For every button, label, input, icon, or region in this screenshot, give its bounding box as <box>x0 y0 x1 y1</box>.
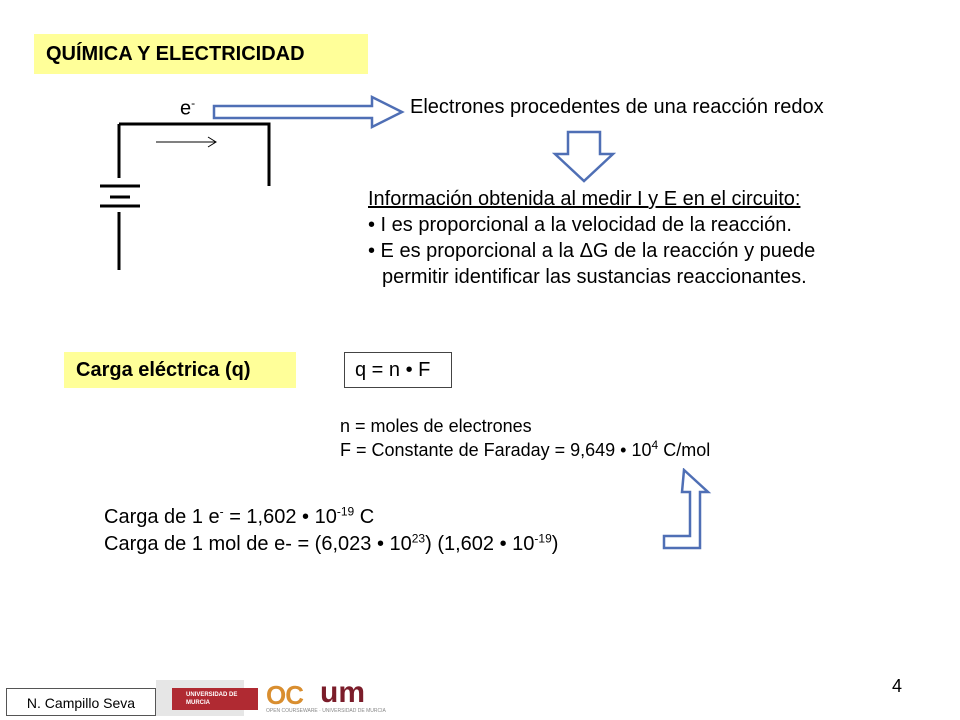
charge-calculations <box>104 504 558 558</box>
info-block <box>368 186 815 290</box>
info-bullet-potential: • E es proporcional a la ΔG de la reacción y puede <box>368 240 816 262</box>
electron-label: e- <box>180 96 196 120</box>
um-logo: um <box>320 676 365 709</box>
battery-circuit-icon <box>90 118 290 278</box>
university-logo: UNIVERSIDAD DE MURCIA <box>172 688 258 710</box>
ocw-logo-subtitle: OPEN COURSEWARE · UNIVERSIDAD DE MURCIA <box>266 708 386 714</box>
right-arrow-icon <box>212 94 406 130</box>
def-n: n = moles de electrones <box>340 416 532 436</box>
slide-title: QUÍMICA Y ELECTRICIDAD <box>34 34 368 74</box>
down-arrow-icon <box>552 130 616 184</box>
definitions <box>340 414 710 462</box>
page-number: 4 <box>892 676 903 696</box>
author-label: N. Campillo Seva <box>6 688 156 716</box>
info-bullet-current: • I es proporcional a la velocidad de la reacción. <box>368 214 792 236</box>
charge-mole: Carga de 1 mol de e- = (6,023 • $10^{23}$) (1,602 • $10^{-19}$) <box>104 531 559 555</box>
up-arrow-icon <box>660 468 716 554</box>
def-faraday: F = Constante de Faraday = 9,649 • $10^4$ C/mol <box>340 438 711 460</box>
ocw-logo: OC <box>266 680 303 710</box>
redox-label: Electrones procedentes de una reacción redox <box>410 96 824 118</box>
charge-formula: q = n • F <box>344 352 452 388</box>
charge-electron: Carga de 1 e- = 1,602 • $10^{-19}$ C <box>104 504 375 528</box>
info-bullet-potential-cont: permitir identificar las sustancias reaccionantes. <box>382 266 807 288</box>
info-heading: Información obtenida al medir I y E en el circuito: <box>368 188 801 210</box>
charge-label: Carga eléctrica (q) <box>64 352 296 388</box>
